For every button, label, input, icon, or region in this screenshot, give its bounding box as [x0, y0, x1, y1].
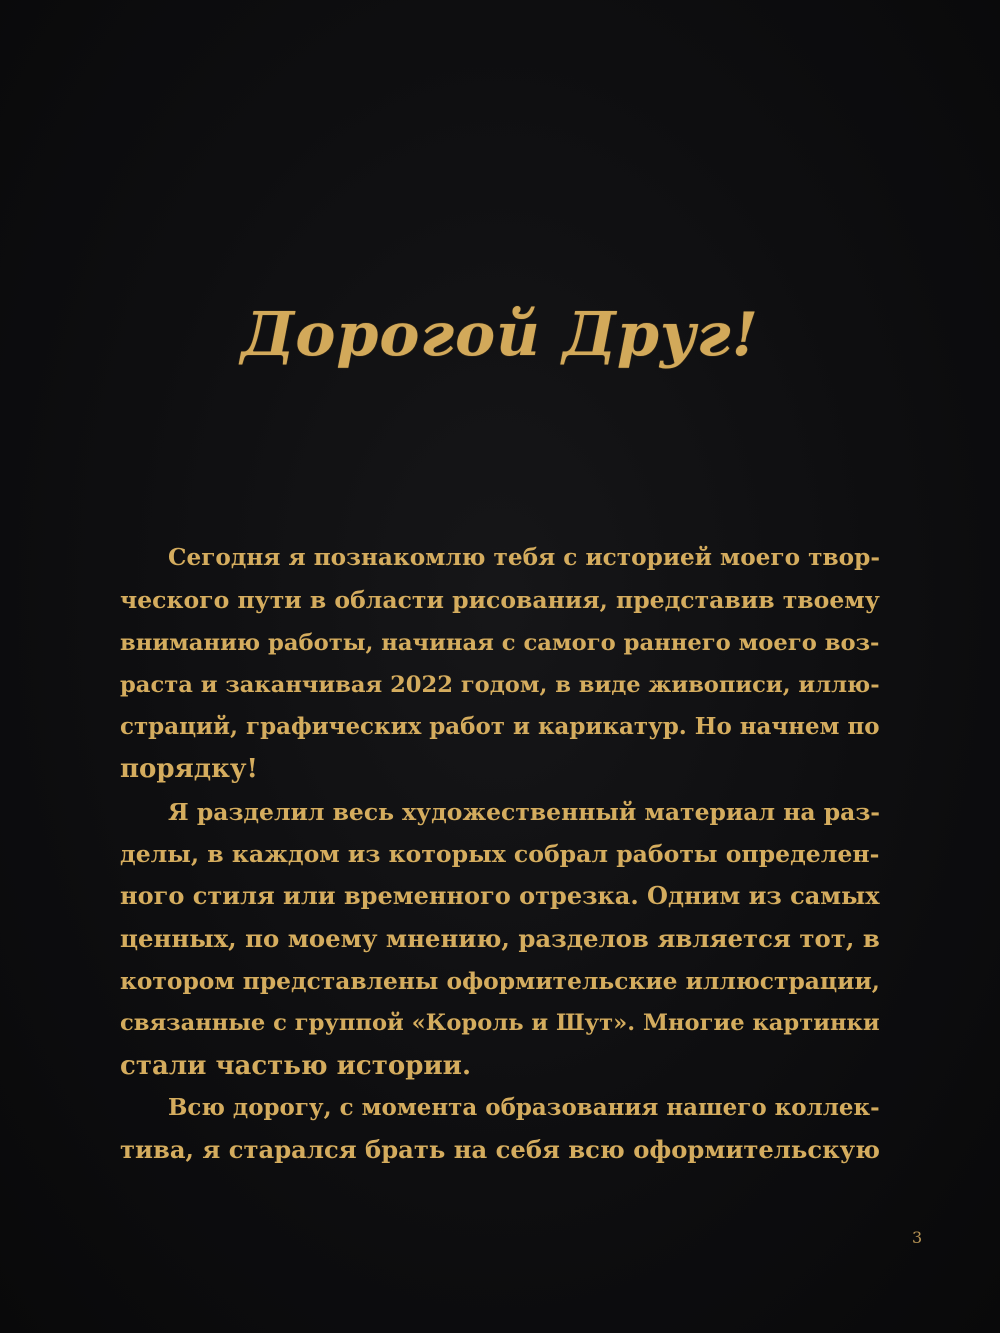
page-number: 3 [912, 1228, 923, 1247]
text-line: Сегодня я познакомлю тебя с историей моего твор- [168, 544, 880, 571]
text-line: связанные с группой «Король и Шут». Многие картинки [120, 1010, 880, 1037]
text-line: страций, графических работ и карикатур. Но начнем по [120, 713, 880, 741]
page-title: Дорогой Друг! [241, 300, 759, 370]
text-line: ного стиля или временного отрезка. Одним из самых [120, 881, 880, 911]
text-line: делы, в каждом из которых собрал работы определен- [120, 840, 880, 869]
text-line: порядку! [120, 754, 258, 785]
text-line: Я разделил весь художественный материал на раз- [168, 797, 881, 826]
text-line: раста и заканчивая 2022 годом, в виде живописи, иллю- [120, 671, 880, 698]
text-line: ценных, по моему мнению, разделов является тот, в [120, 923, 880, 953]
text-line: тива, я старался брать на себя всю оформительскую [120, 1135, 880, 1165]
body-text [120, 537, 880, 1171]
text-line: стали частью истории. [120, 1050, 471, 1081]
text-line: Всю дорогу, с момента образования нашего коллек- [168, 1093, 880, 1121]
text-line: вниманию работы, начиная с самого раннего моего воз- [120, 629, 880, 656]
text-line: ческого пути в области рисования, представив твоему [120, 586, 880, 615]
text-line: котором представлены оформительские иллюстрации, [120, 966, 880, 995]
